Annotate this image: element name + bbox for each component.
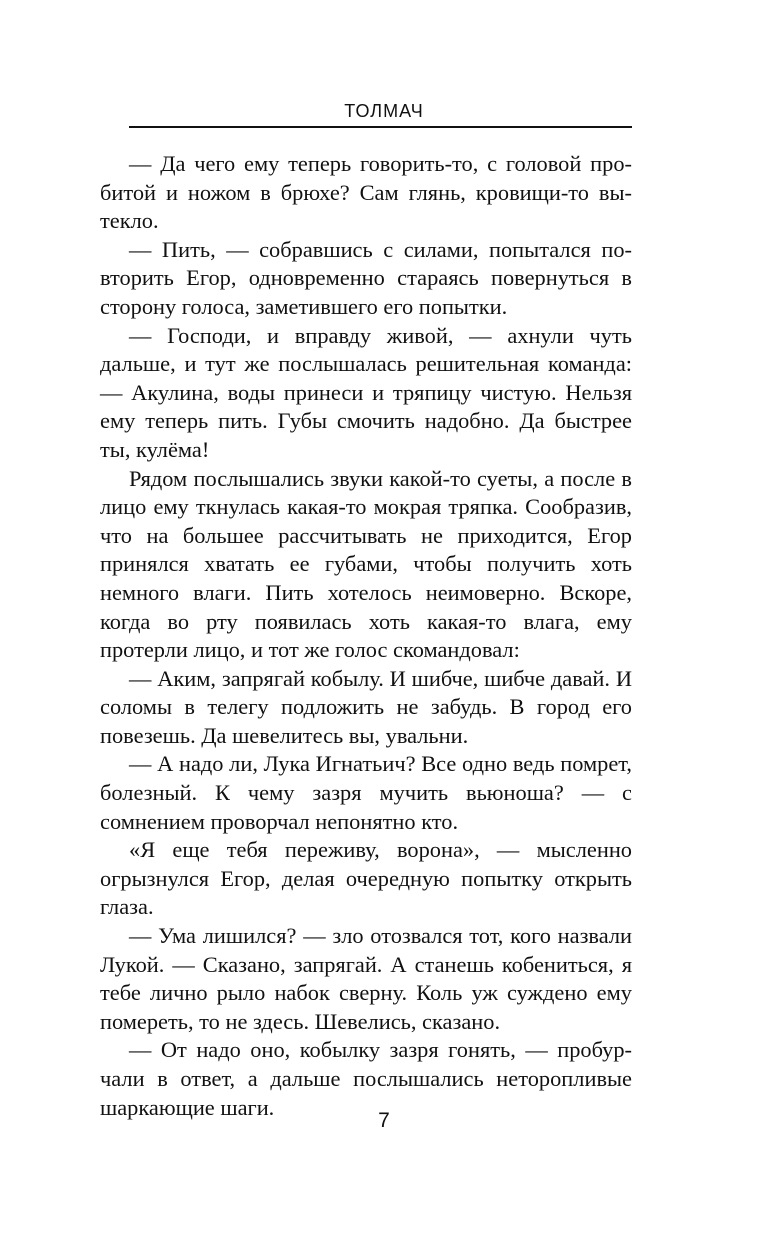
paragraph: «Я еще тебя переживу, ворона», — мысленно огрызнулся Егор, делая очередную попытку открыть глаза. bbox=[100, 837, 632, 920]
paragraph: — От надо оно, кобылку зазря гонять, — пробурчали в ответ, а дальше послышались неторопливые шаркающие шаги. bbox=[100, 1037, 632, 1120]
paragraph: Рядом послышались звуки какой-то суеты, а после в лицо ему ткнулась какая-то мокрая тряпка. Сообразив, что на большее рассчитывать не приходится, Егор принялся хватать ее губами, чтобы получить хоть немного влаги. Пить хотелось неимоверно. Вскоре, когда во рту появилась хоть какая-то влага, ему протерли лицо, и тот же голос скомандовал: bbox=[100, 465, 632, 663]
paragraph: — Да чего ему теперь говорить-то, с головой пробитой и ножом в брюхе? Сам глянь, кровищи-то вытекло. bbox=[100, 151, 632, 234]
paragraph: — Ума лишился? — зло отозвался тот, кого назвали Лукой. — Сказано, запрягай. А станешь кобениться, я тебе лично рыло набок сверну. Коль уж суждено ему помереть, то не здесь. Шевелись, сказано. bbox=[100, 923, 632, 1034]
paragraph: — Аким, запрягай кобылу. И шибче, шибче давай. И соломы в телегу подложить не забудь. В город его повезешь. Да шевелитесь вы, увальни. bbox=[100, 665, 632, 748]
paragraph: — Господи, и вправду живой, — ахнули чуть дальше, и тут же послышалась решительная команда: — Акулина, воды принеси и тряпицу чистую. Нельзя ему теперь пить. Губы смочить надобно. Да быстрее ты, кулёма! bbox=[100, 322, 632, 462]
body-text bbox=[100, 150, 632, 1122]
paragraph: — Пить, — собравшись с силами, попытался повторить Егор, одновременно стараясь повернуться в сторону голоса, заметившего его попытки. bbox=[100, 236, 632, 319]
page-number: 7 bbox=[378, 1109, 390, 1132]
header-rule bbox=[129, 126, 632, 128]
running-head-title: ТОЛМАЧ bbox=[344, 101, 424, 121]
paragraph: — А надо ли, Лука Игнатьич? Все одно ведь помрет, болезный. К чему зазря мучить вьюноша? — с сомнением проворчал непонятно кто. bbox=[100, 751, 632, 834]
